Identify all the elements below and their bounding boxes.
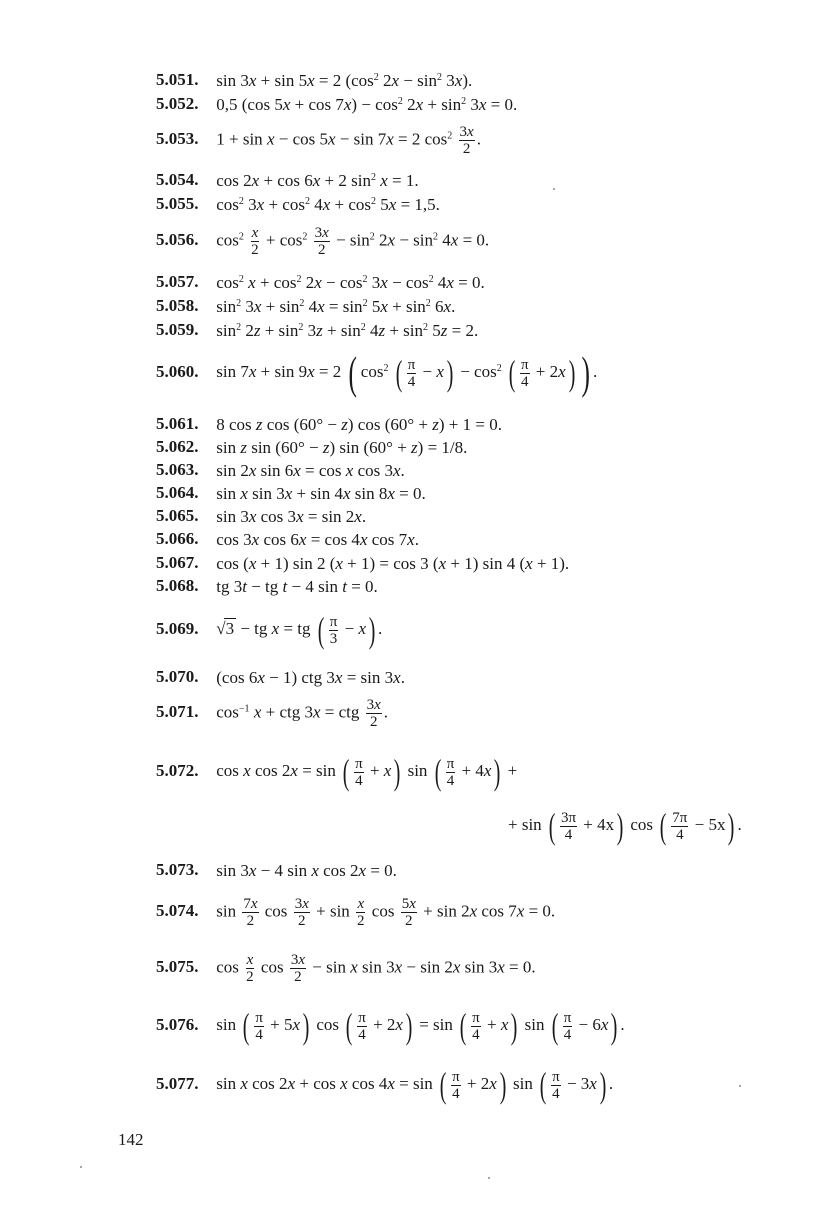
problem-5-060: 5.060. sin 7x + sin 9x = 2 ( $\cos^2$ ( $\frac{\pi}{4}$ − $x) - \cos^2$ ( $\frac{\pi}{4}$ + 2x) ) . [156,347,598,398]
problem-5-074: 5.074. sin $\frac{7x}{2}$ cos $\frac{3x}{2}$ + sin $\frac{x}{2}$ cos $\frac{5x}{2}$ + sin 2x cos 7x = 0. [156,896,556,929]
equation: $\sin^2 2z + \sin^2 3z + \sin^2 4z + \sin^2 5z = 2$. [216,321,479,341]
problem-5-067: 5.067. cos (x + 1) sin 2 (x + 1) = cos 3 (x + 1) sin 4 (x + 1). [156,553,570,574]
problem-5-077: 5.077. sin x cos 2x + cos x cos 4x = sin ( $\frac{\pi}{4}$ + 2x) sin ( $\frac{\pi}{4}$ − 3x) . [156,1065,614,1105]
equation: sin 3x cos 3x = sin 2x. [216,507,367,527]
scan-speck [553,188,555,190]
problem-5-075: 5.075. cos $\frac{x}{2}$ cos $\frac{3x}{2}$ − sin x sin 3x − sin 2x sin 3x = 0. [156,952,536,985]
equation: 8 cos z cos (60° − z) cos (60° + z) + 1 = 0. [216,415,502,435]
equation: $\sin^2 3x + \sin^2 4x = \sin^2 5x + \sin^2 6x$. [216,297,456,317]
equation: $\cos^2 3x + \cos^2 4x + \cos^2 5x = 1,5$. [216,195,440,215]
equation: cos $\frac{x}{2}$ cos $\frac{3x}{2}$ − sin x sin 3x − sin 2x sin 3x = 0. [216,952,536,985]
problem-5-076: 5.076. sin ( $\frac{\pi}{4}$ + 5x) cos ( $\frac{\pi}{4}$ + 2x) = sin ( $\frac{\pi}{4}$ + x) sin ( $\frac{\pi}{4}$ − 6x) . [156,1006,625,1046]
equation: sin 7x + sin 9x = 2 ( $\cos^2$ ( $\frac{\pi}{4}$ − $x) - \cos^2$ ( $\frac{\pi}{4}$ + 2x) ) . [216,347,598,398]
problem-5-063: 5.063. sin 2x sin 6x = cos x cos 3x. [156,460,405,481]
problem-5-070: 5.070. (cos 6x − 1) ctg 3x = sin 3x. [156,667,405,688]
problem-5-058: 5.058. $\sin^2 3x + \sin^2 4x = \sin^2 5x + \sin^2 6x$. [156,296,456,317]
equation: cos (x + 1) sin 2 (x + 1) = cos 3 (x + 1) sin 4 (x + 1). [216,554,570,574]
problem-5-061: 5.061. 8 cos z cos (60° − z) cos (60° + z) + 1 = 0. [156,414,502,435]
problem-5-068: 5.068. tg 3t − tg t − 4 sin t = 0. [156,576,378,597]
equation: 1 + sin x − cos 5x − sin 7x = 2 $\cos^2$ $\frac{3x}{2}$ . [216,124,481,157]
problem-5-056: 5.056. $\cos^2$ $\frac{x}{2}$ + $\cos^2$ $\frac{3x}{2}$ − $\sin^2 2x - \sin^2 4x = 0$. [156,225,490,258]
problem-5-071: 5.071. $\cos^{-1} x$ + ctg 3x = ctg $\frac{3x}{2}$ . [156,697,389,730]
scan-speck [80,1166,82,1168]
equation: sin 3x − 4 sin x cos 2x = 0. [216,861,397,881]
equation: cos 3x cos 6x = cos 4x cos 7x. [216,530,419,550]
equation: sin x cos 2x + cos x cos 4x = sin ( $\frac{\pi}{4}$ + 2x) sin ( $\frac{\pi}{4}$ − 3x) . [216,1065,614,1105]
problem-5-066: 5.066. cos 3x cos 6x = cos 4x cos 7x. [156,529,419,550]
problem-5-055: 5.055. $\cos^2 3x + \cos^2 4x + \cos^2 5x = 1,5$. [156,194,440,215]
problem-5-057: 5.057. $\cos^2 x + \cos^2 2x - \cos^2 3x - \cos^2 4x = 0$. [156,272,485,293]
problem-5-064: 5.064. sin x sin 3x + sin 4x sin 8x = 0. [156,483,426,504]
problem-5-052: 5.052. 0,5 (cos $5x + \cos 7x) - \cos^2 2x + \sin^2 3x = 0$. [156,94,518,115]
equation: sin z sin (60° − z) sin (60° + z) = 1/8. [216,438,468,458]
equation: $\cos^{-1} x$ + ctg 3x = ctg $\frac{3x}{2}$ . [216,697,389,730]
equation: sin 2x sin 6x = cos x cos 3x. [216,461,405,481]
equation: 0,5 (cos $5x + \cos 7x) - \cos^2 2x + \sin^2 3x = 0$. [216,95,518,115]
problem-5-051: 5.051. sin 3x + sin 5x = 2 ($\cos^2$ $2x - \sin^2 3x$). [156,70,473,91]
scan-speck [739,1085,741,1087]
problem-5-073: 5.073. sin 3x − 4 sin x cos 2x = 0. [156,860,397,881]
problem-5-053: 5.053. 1 + sin x − cos 5x − sin 7x = 2 $\cos^2$ $\frac{3x}{2}$ . [156,124,481,157]
equation: sin x sin 3x + sin 4x sin 8x = 0. [216,484,426,504]
problem-5-072-continuation: + sin ( $\frac{3\pi}{4}$ + 4x) cos ( $\frac{7\pi}{4}$ − 5x) . [508,806,742,846]
equation: sin $\frac{7x}{2}$ cos $\frac{3x}{2}$ + sin $\frac{x}{2}$ cos $\frac{5x}{2}$ + sin 2x cos 7x = 0. [216,896,556,929]
problem-5-069: 5.069. √3 − tg x = tg ( $\frac{\pi}{3}$ − x) . [156,610,383,650]
problem-5-059: 5.059. $\sin^2 2z + \sin^2 3z + \sin^2 4z + \sin^2 5z = 2$. [156,320,479,341]
equation: $\cos^2$ $\frac{x}{2}$ + $\cos^2$ $\frac{3x}{2}$ − $\sin^2 2x - \sin^2 4x = 0$. [216,225,490,258]
equation: sin ( $\frac{\pi}{4}$ + 5x) cos ( $\frac{\pi}{4}$ + 2x) = sin ( $\frac{\pi}{4}$ + x) sin ( $\frac{\pi}{4}$ − 6x) . [216,1006,625,1046]
problem-5-062: 5.062. sin z sin (60° − z) sin (60° + z) = 1/8. [156,437,468,458]
equation: cos x cos 2x = sin ( $\frac{\pi}{4}$ + x) sin ( $\frac{\pi}{4}$ + 4x) + [216,752,518,792]
problem-5-054: 5.054. cos 2x + cos 6x + 2 $\sin^2 x = 1$. [156,170,419,191]
problem-5-072: 5.072. cos x cos 2x = sin ( $\frac{\pi}{4}$ + x) sin ( $\frac{\pi}{4}$ + 4x) + [156,752,518,792]
page-number: 142 [118,1130,144,1149]
equation: $\cos^2 x + \cos^2 2x - \cos^2 3x - \cos^2 4x = 0$. [216,273,485,293]
equation: cos 2x + cos 6x + 2 $\sin^2 x = 1$. [216,171,419,191]
equation: tg 3t − tg t − 4 sin t = 0. [216,577,378,597]
equation: sin 3x + sin 5x = 2 ($\cos^2$ $2x - \sin^2 3x$). [216,71,473,91]
problem-5-065: 5.065. sin 3x cos 3x = sin 2x. [156,506,367,527]
scan-speck [488,1177,490,1179]
equation: (cos 6x − 1) ctg 3x = sin 3x. [216,668,405,688]
equation: √3 − tg x = tg ( $\frac{\pi}{3}$ − x) . [216,610,383,650]
